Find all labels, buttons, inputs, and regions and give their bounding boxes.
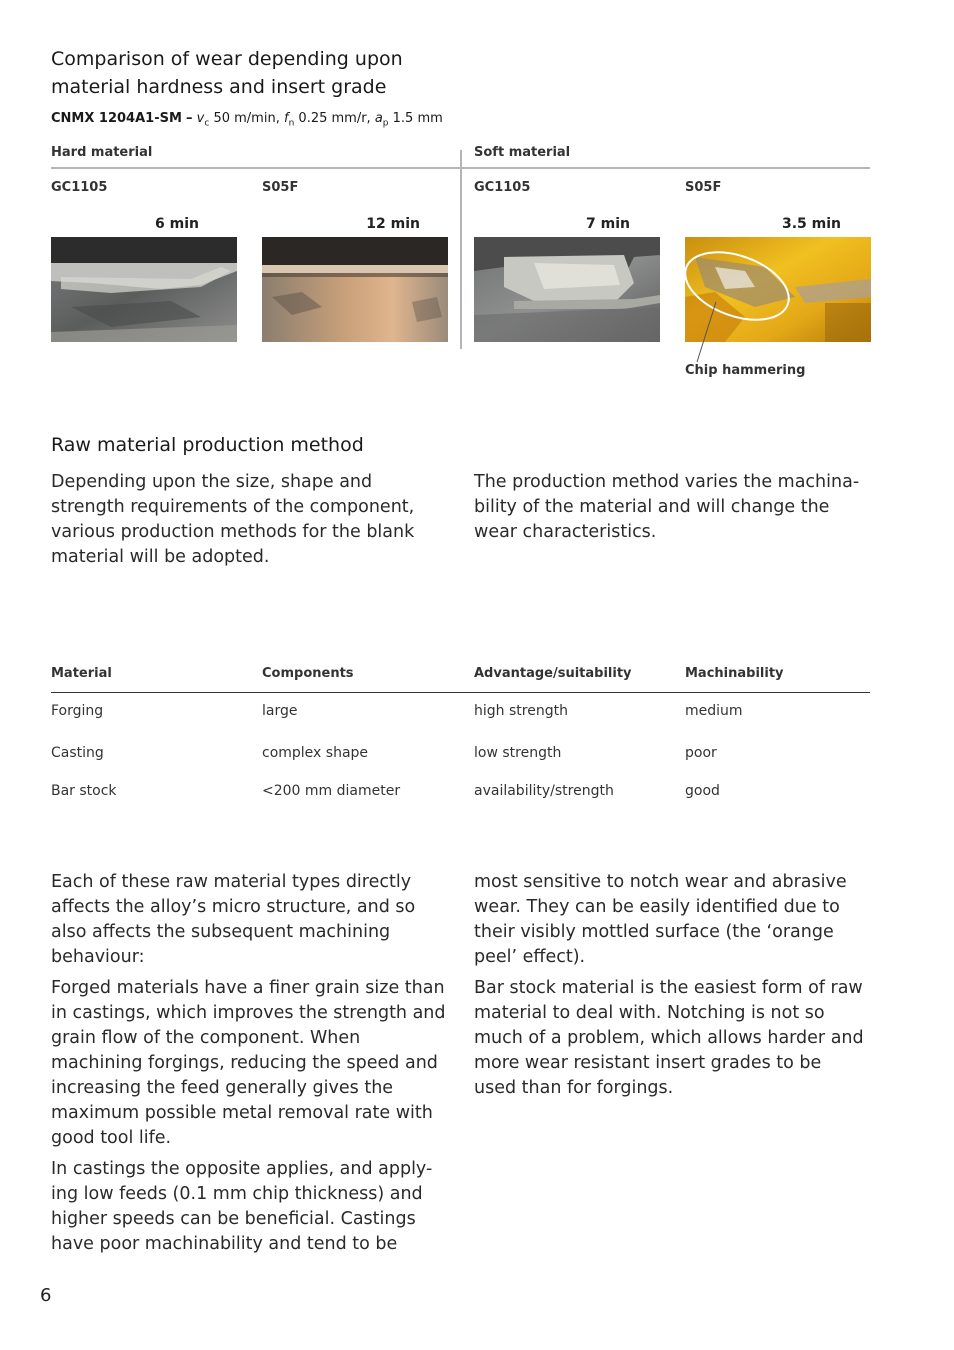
vc-subscript: c (204, 118, 210, 129)
ap-symbol: a (374, 111, 383, 126)
time-label: 3.5 min (781, 216, 841, 232)
chip-hammering-label: Chip hammering (685, 363, 806, 378)
table-cell: Casting (51, 745, 104, 761)
wear-title-line2: material hardness and insert grade (51, 76, 387, 98)
body-paragraph: most sensitive to notch wear and abrasive wear. They can be easily identified due to their visibly mottled surface (the ‘orange peel’ effect). (474, 872, 847, 967)
column-header: Components (262, 666, 354, 681)
table-header-row (51, 666, 870, 692)
hard-material-label: Hard material (51, 145, 153, 160)
table-cell: low strength (474, 745, 562, 761)
raw-material-section-title: Raw material production method (51, 434, 364, 456)
body-paragraph: In castings the opposite applies, and apply-ing low feeds (0.1 mm chip thickness) and higher speeds can be beneficial. Castings have poor machinability and tend to be (51, 1159, 433, 1254)
body-column-right (474, 870, 866, 1107)
body-paragraph: Forged materials have a finer grain size than in castings, which improves the strength and grain flow of the component. When machining forgings, reducing the speed and increasing the feed generally gives the maximum possible metal removal rate with good tool life. (51, 978, 446, 1148)
body-column-left (51, 870, 446, 1263)
table-row (51, 745, 870, 765)
wear-photo-hard-s05f (262, 237, 448, 342)
wear-photo-soft-gc1105 (474, 237, 660, 342)
table-cell: medium (685, 703, 743, 719)
table-row (51, 703, 870, 723)
table-cell: Bar stock (51, 783, 117, 799)
cutting-data-spec (51, 111, 443, 129)
column-header: Machinability (685, 666, 784, 681)
callout-line (690, 300, 730, 365)
table-cell: high strength (474, 703, 568, 719)
vc-value: 50 m/min, (213, 111, 280, 126)
time-label: 7 min (586, 216, 630, 232)
wear-photo-hard-gc1105 (51, 237, 237, 342)
wear-title-line1: Comparison of wear depending upon (51, 48, 403, 70)
table-header-rule (51, 692, 870, 693)
vc-symbol: v (196, 111, 205, 126)
body-paragraph: Bar stock material is the easiest form of raw material to deal with. Notching is not so much of a problem, which allows harder and more wear resistant insert grades to be used than for forgings. (474, 978, 864, 1098)
vertical-divider (460, 150, 462, 349)
soft-material-label: Soft material (474, 145, 571, 160)
fn-value: 0.25 mm/r, (298, 111, 371, 126)
table-cell: good (685, 783, 720, 799)
ap-value: 1.5 mm (392, 111, 443, 126)
table-cell: complex shape (262, 745, 369, 761)
table-cell: Forging (51, 703, 104, 719)
table-cell: poor (685, 745, 717, 761)
grade-label: GC1105 (474, 180, 531, 195)
table-cell: <200 mm diameter (262, 783, 401, 799)
table-cell: availability/strength (474, 783, 614, 799)
time-label: 12 min (366, 216, 420, 232)
insert-code: CNMX 1204A1-SM (51, 111, 182, 126)
table-cell: large (262, 703, 298, 719)
production-method-table (51, 666, 870, 799)
fn-subscript: n (288, 118, 295, 129)
wear-section-title (51, 45, 471, 101)
raw-intro-left: Depending upon the size, shape and strength requirements of the component, various production methods for the blank material will be adopted. (51, 472, 415, 567)
column-header: Advantage/suitability (474, 666, 632, 681)
page-number: 6 (40, 1285, 52, 1306)
raw-intro-right: The production method varies the machina-bility of the material and will change the wear characteristics. (474, 472, 860, 542)
ap-subscript: p (382, 118, 389, 129)
fn-symbol: f (283, 111, 289, 126)
grade-label: GC1105 (51, 180, 108, 195)
time-label: 6 min (155, 216, 199, 232)
table-row (51, 783, 870, 803)
grade-label: S05F (262, 180, 299, 195)
body-paragraph: Each of these raw material types directly affects the alloy’s micro structure, and so also affects the subsequent machining behaviour: (51, 872, 416, 967)
grade-label: S05F (685, 180, 722, 195)
column-header: Material (51, 666, 112, 681)
spec-dash: – (186, 111, 193, 126)
